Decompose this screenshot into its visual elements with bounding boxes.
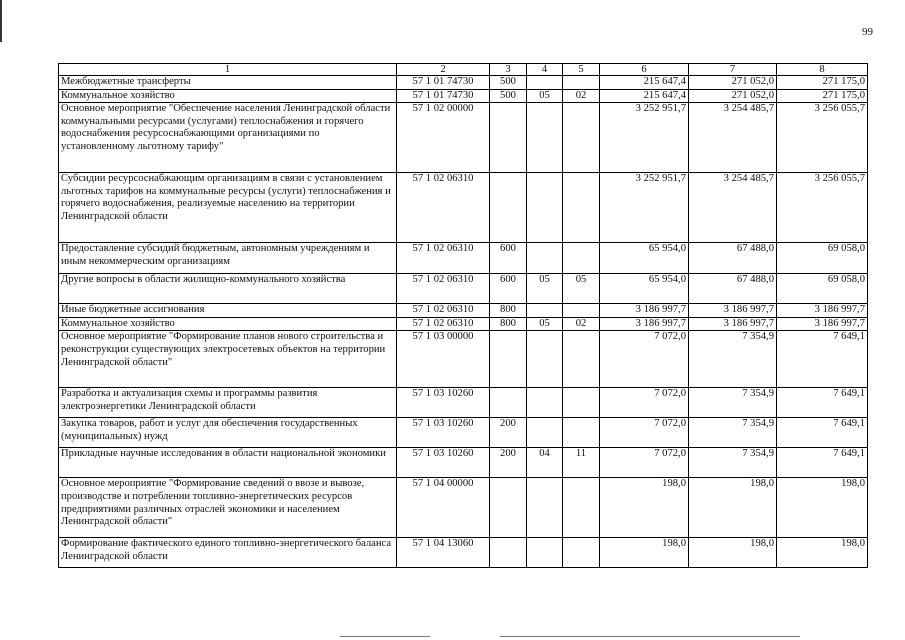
row-target-article: 57 1 03 10260 <box>397 418 490 448</box>
row-amount-year-3: 7 649,1 <box>777 331 868 388</box>
row-amount-year-1: 215 647,4 <box>600 89 689 103</box>
row-name: Основное мероприятие "Формирование планов нового строительства и реконструкции существующих электросетевых объектов на территории Ленинградской области" <box>59 331 397 388</box>
row-amount-year-1: 7 072,0 <box>600 418 689 448</box>
row-expense-type <box>490 331 527 388</box>
row-amount-year-2: 7 354,9 <box>689 418 777 448</box>
table-row <box>59 418 868 448</box>
row-subsection <box>563 418 600 448</box>
row-subsection <box>563 388 600 418</box>
row-name: Предоставление субсидий бюджетным, автономным учреждениям и иным некоммерческим организациям <box>59 243 397 274</box>
row-name: Межбюджетные трансферты <box>59 76 397 90</box>
row-section <box>527 478 563 538</box>
row-expense-type <box>490 538 527 568</box>
row-name: Коммунальное хозяйство <box>59 317 397 331</box>
row-expense-type <box>490 388 527 418</box>
table-row <box>59 103 868 173</box>
row-section <box>527 418 563 448</box>
row-amount-year-3: 7 649,1 <box>777 418 868 448</box>
row-amount-year-2: 7 354,9 <box>689 331 777 388</box>
row-amount-year-1: 3 252 951,7 <box>600 173 689 243</box>
row-amount-year-3: 3 256 055,7 <box>777 103 868 173</box>
row-amount-year-3: 198,0 <box>777 538 868 568</box>
row-section <box>527 388 563 418</box>
table-row <box>59 173 868 243</box>
row-name: Основное мероприятие "Формирование сведений о ввозе и вывозе, производстве и потреблении топливно-энергетических ресурсов предприятиями различных отраслей экономики и населением Ленинградской области" <box>59 478 397 538</box>
row-subsection <box>563 103 600 173</box>
table-row <box>59 478 868 538</box>
row-expense-type: 500 <box>490 89 527 103</box>
row-amount-year-3: 3 186 997,7 <box>777 317 868 331</box>
row-target-article: 57 1 02 00000 <box>397 103 490 173</box>
table-row <box>59 274 868 304</box>
table-row <box>59 538 868 568</box>
row-amount-year-3: 271 175,0 <box>777 89 868 103</box>
row-amount-year-1: 3 252 951,7 <box>600 103 689 173</box>
budget-table <box>58 63 868 568</box>
row-subsection <box>563 478 600 538</box>
table-row <box>59 76 868 90</box>
row-target-article: 57 1 02 06310 <box>397 243 490 274</box>
row-subsection <box>563 173 600 243</box>
table-row <box>59 448 868 478</box>
scan-edge-mark <box>0 0 2 42</box>
row-amount-year-1: 7 072,0 <box>600 448 689 478</box>
scan-artifact <box>500 636 800 637</box>
row-target-article: 57 1 03 10260 <box>397 448 490 478</box>
row-amount-year-1: 198,0 <box>600 538 689 568</box>
row-subsection: 05 <box>563 274 600 304</box>
row-section <box>527 538 563 568</box>
row-name: Закупка товаров, работ и услуг для обеспечения государственных (муниципальных) нужд <box>59 418 397 448</box>
table-row <box>59 317 868 331</box>
row-target-article: 57 1 02 06310 <box>397 317 490 331</box>
column-header-3: 3 <box>490 64 527 76</box>
row-target-article: 57 1 03 00000 <box>397 331 490 388</box>
row-name: Основное мероприятие "Обеспечение населения Ленинградской области коммунальными ресурсами (услугами) теплоснабжения и горячего водоснабжения ресурсоснабжающими организациями по установленному льготному тарифу" <box>59 103 397 173</box>
column-header-8: 8 <box>777 64 868 76</box>
row-amount-year-3: 3 186 997,7 <box>777 304 868 318</box>
row-expense-type: 800 <box>490 317 527 331</box>
row-expense-type <box>490 478 527 538</box>
row-amount-year-2: 7 354,9 <box>689 448 777 478</box>
row-name: Формирование фактического единого топливно-энергетического баланса Ленинградской области <box>59 538 397 568</box>
header-row <box>59 64 868 76</box>
row-section: 05 <box>527 317 563 331</box>
row-subsection <box>563 76 600 90</box>
row-amount-year-2: 67 488,0 <box>689 243 777 274</box>
table-row <box>59 331 868 388</box>
row-target-article: 57 1 01 74730 <box>397 76 490 90</box>
row-amount-year-1: 215 647,4 <box>600 76 689 90</box>
row-section: 05 <box>527 274 563 304</box>
row-amount-year-1: 7 072,0 <box>600 388 689 418</box>
row-amount-year-3: 7 649,1 <box>777 388 868 418</box>
row-amount-year-2: 198,0 <box>689 538 777 568</box>
row-target-article: 57 1 02 06310 <box>397 304 490 318</box>
table-row <box>59 304 868 318</box>
row-amount-year-1: 3 186 997,7 <box>600 317 689 331</box>
column-header-6: 6 <box>600 64 689 76</box>
row-name: Коммунальное хозяйство <box>59 89 397 103</box>
row-expense-type: 800 <box>490 304 527 318</box>
row-subsection: 11 <box>563 448 600 478</box>
row-name: Другие вопросы в области жилищно-коммунального хозяйства <box>59 274 397 304</box>
row-target-article: 57 1 04 00000 <box>397 478 490 538</box>
row-amount-year-2: 198,0 <box>689 478 777 538</box>
column-header-7: 7 <box>689 64 777 76</box>
row-subsection <box>563 331 600 388</box>
row-expense-type: 200 <box>490 448 527 478</box>
row-amount-year-1: 198,0 <box>600 478 689 538</box>
row-amount-year-2: 271 052,0 <box>689 89 777 103</box>
row-amount-year-2: 3 186 997,7 <box>689 317 777 331</box>
row-amount-year-3: 7 649,1 <box>777 448 868 478</box>
column-header-5: 5 <box>563 64 600 76</box>
row-amount-year-1: 3 186 997,7 <box>600 304 689 318</box>
row-section <box>527 304 563 318</box>
column-header-2: 2 <box>397 64 490 76</box>
row-subsection <box>563 243 600 274</box>
row-amount-year-3: 69 058,0 <box>777 274 868 304</box>
row-target-article: 57 1 01 74730 <box>397 89 490 103</box>
row-amount-year-2: 3 186 997,7 <box>689 304 777 318</box>
row-section <box>527 103 563 173</box>
table-row <box>59 243 868 274</box>
row-subsection <box>563 304 600 318</box>
row-expense-type: 200 <box>490 418 527 448</box>
column-header-4: 4 <box>527 64 563 76</box>
row-amount-year-3: 198,0 <box>777 478 868 538</box>
row-subsection <box>563 538 600 568</box>
row-target-article: 57 1 03 10260 <box>397 388 490 418</box>
row-target-article: 57 1 04 13060 <box>397 538 490 568</box>
row-subsection: 02 <box>563 89 600 103</box>
row-name: Прикладные научные исследования в области национальной экономики <box>59 448 397 478</box>
row-expense-type: 600 <box>490 274 527 304</box>
row-amount-year-2: 3 254 485,7 <box>689 173 777 243</box>
row-target-article: 57 1 02 06310 <box>397 173 490 243</box>
row-amount-year-1: 65 954,0 <box>600 243 689 274</box>
row-name: Иные бюджетные ассигнования <box>59 304 397 318</box>
row-amount-year-3: 3 256 055,7 <box>777 173 868 243</box>
scan-artifact <box>340 636 430 637</box>
row-name: Разработка и актуализация схемы и программы развития электроэнергетики Ленинградской области <box>59 388 397 418</box>
row-amount-year-3: 69 058,0 <box>777 243 868 274</box>
row-section <box>527 76 563 90</box>
row-expense-type <box>490 173 527 243</box>
column-header-1: 1 <box>59 64 397 76</box>
row-amount-year-1: 65 954,0 <box>600 274 689 304</box>
row-section <box>527 331 563 388</box>
row-amount-year-3: 271 175,0 <box>777 76 868 90</box>
row-expense-type <box>490 103 527 173</box>
row-amount-year-2: 3 254 485,7 <box>689 103 777 173</box>
page-number: 99 <box>862 26 873 38</box>
row-section <box>527 173 563 243</box>
row-subsection: 02 <box>563 317 600 331</box>
table-row <box>59 89 868 103</box>
row-expense-type: 600 <box>490 243 527 274</box>
table-row <box>59 388 868 418</box>
row-name: Субсидии ресурсоснабжающим организациям в связи с установлением льготных тарифов на коммунальные ресурсы (услуги) теплоснабжения и горячего водоснабжения, реализуемые населению на территории Ленинградской области <box>59 173 397 243</box>
row-expense-type: 500 <box>490 76 527 90</box>
row-amount-year-2: 67 488,0 <box>689 274 777 304</box>
row-amount-year-1: 7 072,0 <box>600 331 689 388</box>
row-target-article: 57 1 02 06310 <box>397 274 490 304</box>
row-amount-year-2: 7 354,9 <box>689 388 777 418</box>
row-section <box>527 243 563 274</box>
row-amount-year-2: 271 052,0 <box>689 76 777 90</box>
row-section: 05 <box>527 89 563 103</box>
row-section: 04 <box>527 448 563 478</box>
